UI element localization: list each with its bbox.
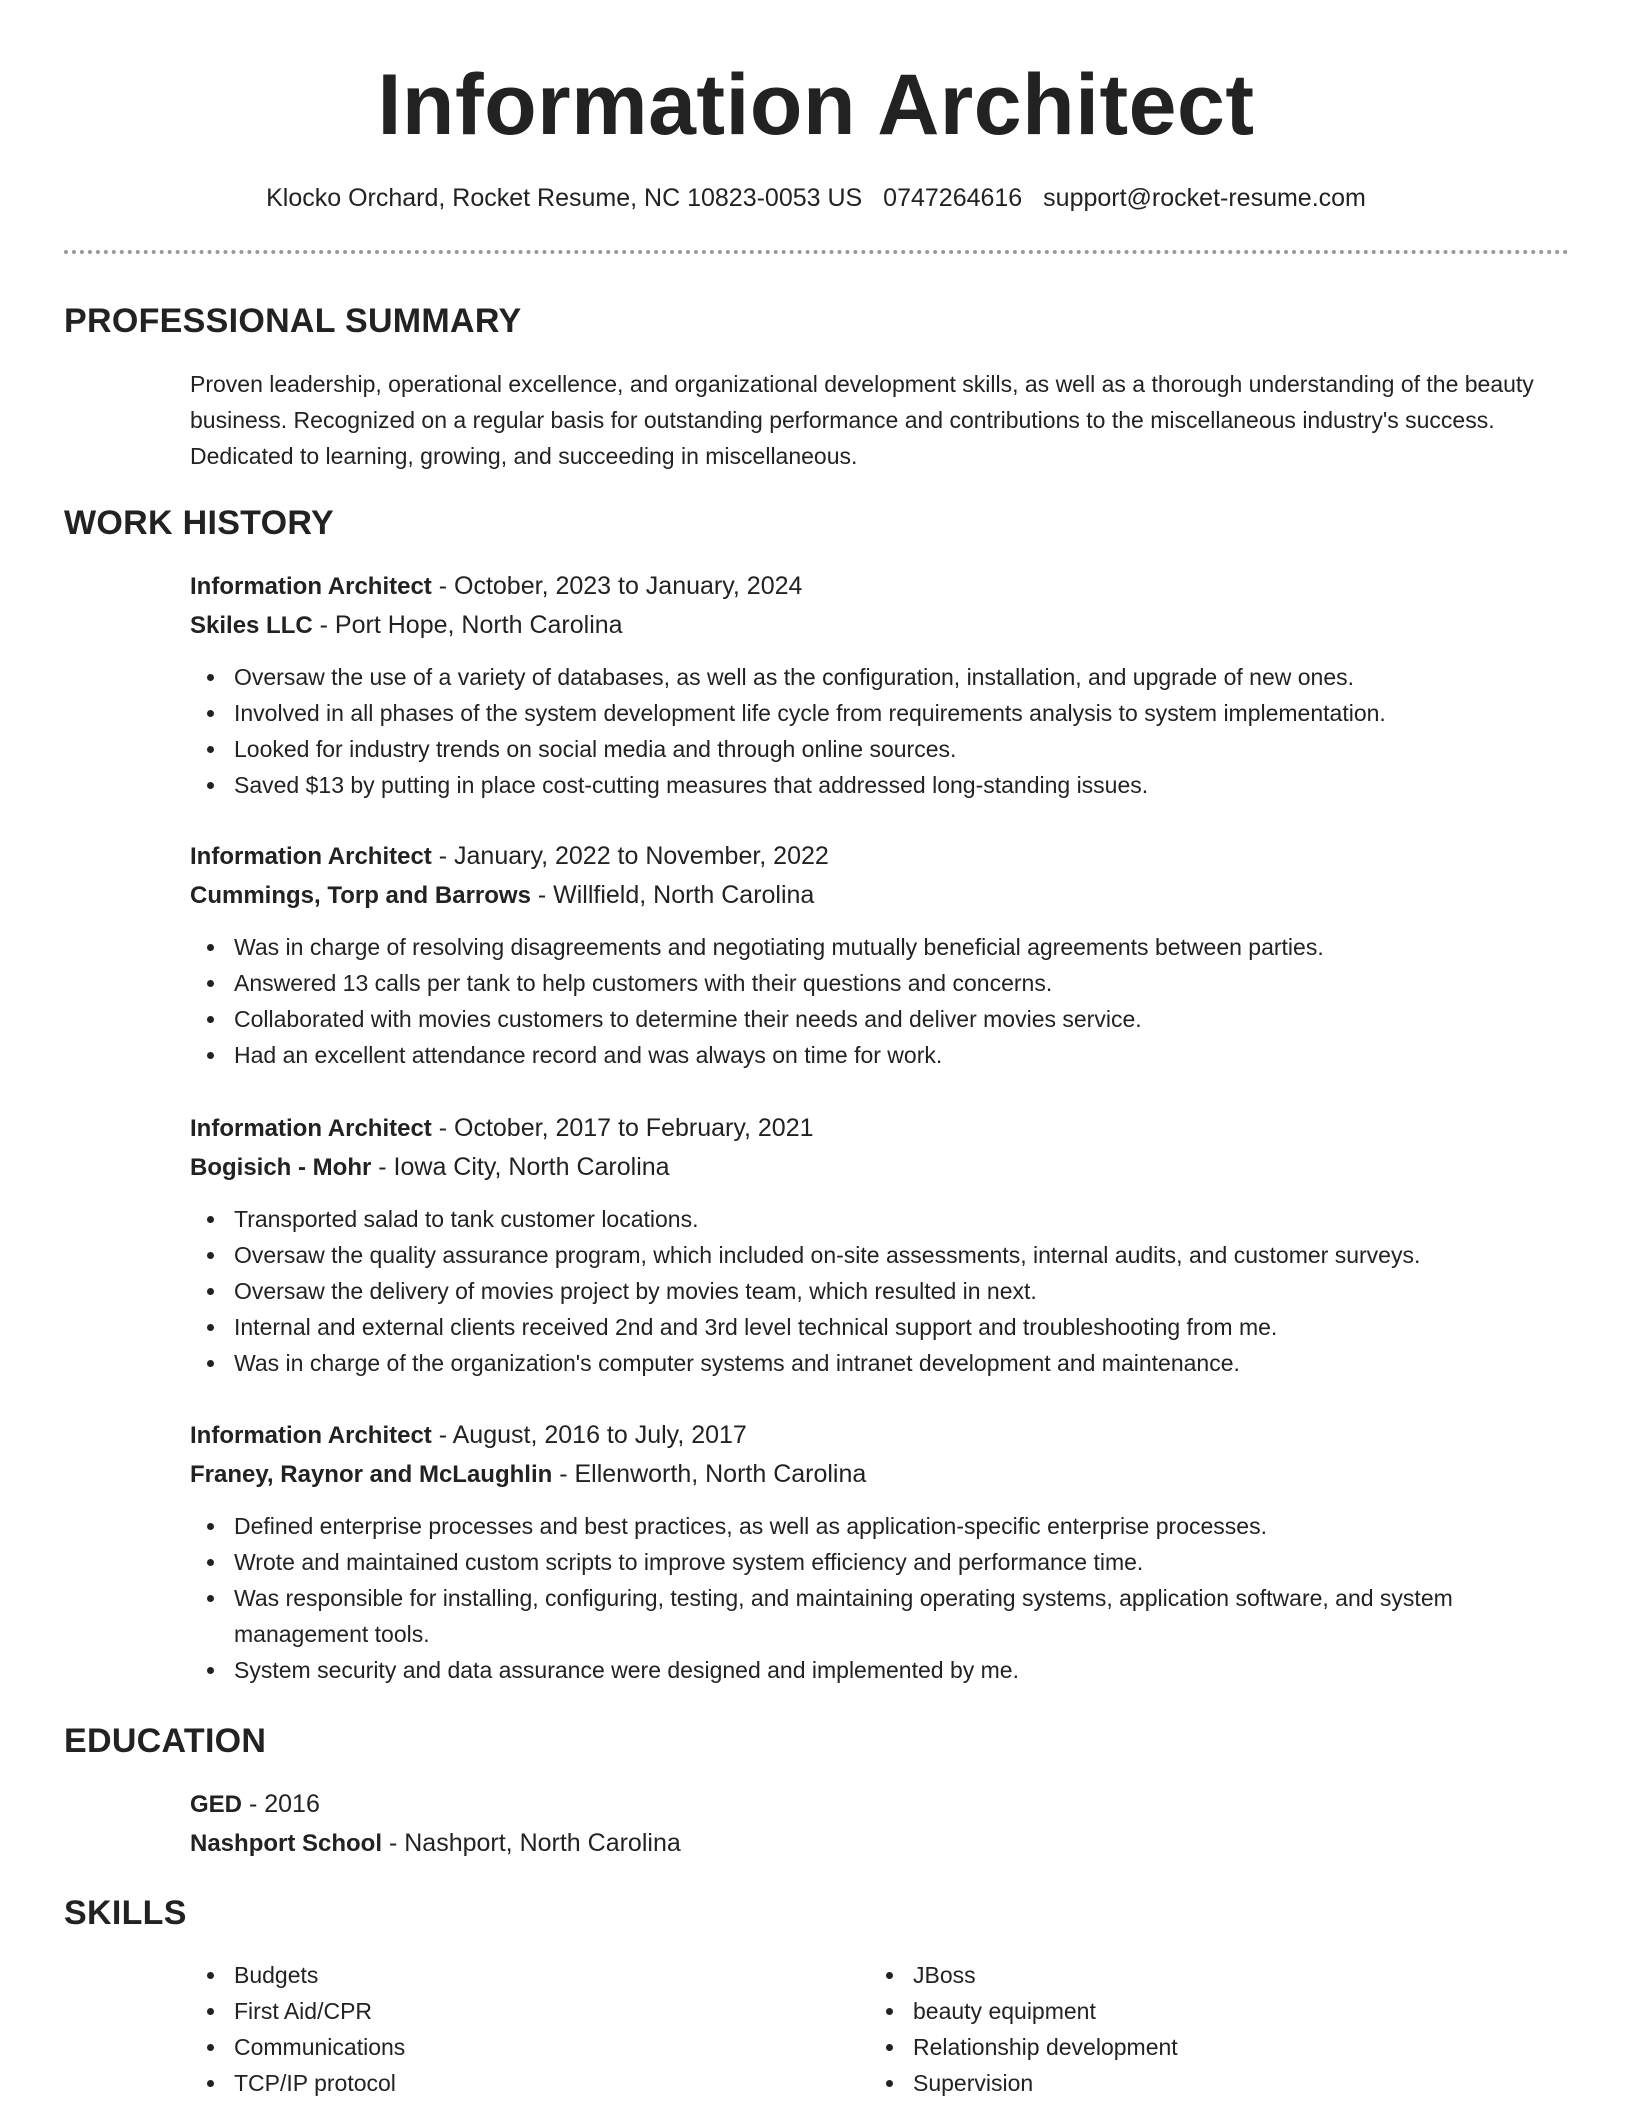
skill-item: JBoss <box>869 1957 1469 1993</box>
job-entry <box>190 1416 1570 1688</box>
skills-list <box>869 1957 1469 2101</box>
education-year: - 2016 <box>242 1790 320 1818</box>
list-item: Oversaw the use of a variety of databases, as well as the configuration, installation, and upgrade of new ones. <box>190 659 1570 695</box>
job-company-line <box>190 1455 1570 1494</box>
education-location: - Nashport, North Carolina <box>382 1829 681 1857</box>
list-item: Involved in all phases of the system development life cycle from requirements analysis to system implementation. <box>190 695 1570 731</box>
skill-item: Supervision <box>869 2065 1469 2101</box>
contact-line <box>0 181 1632 215</box>
job-location: - Port Hope, North Carolina <box>312 611 623 639</box>
skill-item: Budgets <box>190 1957 790 1993</box>
job-company: Franey, Raynor and McLaughlin <box>190 1461 553 1488</box>
job-location: - Ellenworth, North Carolina <box>552 1460 867 1488</box>
section-title-skills: SKILLS <box>64 1894 187 1932</box>
section-title-summary: PROFESSIONAL SUMMARY <box>64 302 522 340</box>
education-degree-line <box>190 1785 1570 1824</box>
skill-item: beauty equipment <box>869 1993 1469 2029</box>
skill-item: Communications <box>190 2029 790 2065</box>
job-bullets <box>190 1508 1570 1688</box>
job-company: Cummings, Torp and Barrows <box>190 882 531 909</box>
contact-email: support@rocket-resume.com <box>1043 184 1366 212</box>
job-bullets <box>190 659 1570 803</box>
education-entry <box>190 1785 1570 1863</box>
job-title-line <box>190 1109 1570 1148</box>
job-title: Information Architect <box>190 573 432 600</box>
list-item: Oversaw the quality assurance program, which included on-site assessments, internal audits, and customer surveys. <box>190 1237 1570 1273</box>
job-company-line <box>190 876 1570 915</box>
job-company: Bogisich - Mohr <box>190 1154 372 1181</box>
list-item: Looked for industry trends on social media and through online sources. <box>190 731 1570 767</box>
list-item: Was responsible for installing, configuring, testing, and maintaining operating systems, application software, and system management tools. <box>190 1580 1570 1652</box>
list-item: Was in charge of resolving disagreements and negotiating mutually beneficial agreements between parties. <box>190 929 1570 965</box>
contact-address: Klocko Orchard, Rocket Resume, NC 10823-0053 US <box>266 184 863 212</box>
list-item: Saved $13 by putting in place cost-cutting measures that addressed long-standing issues. <box>190 767 1570 803</box>
job-entry <box>190 837 1570 1073</box>
list-item: Had an excellent attendance record and was always on time for work. <box>190 1037 1570 1073</box>
list-item: Defined enterprise processes and best practices, as well as application-specific enterprise processes. <box>190 1508 1570 1544</box>
skill-item: Relationship development <box>869 2029 1469 2065</box>
skill-item: First Aid/CPR <box>190 1993 790 2029</box>
list-item: Answered 13 calls per tank to help customers with their questions and concerns. <box>190 965 1570 1001</box>
education-school: Nashport School <box>190 1830 383 1857</box>
contact-phone: 0747264616 <box>883 184 1023 212</box>
list-item: Wrote and maintained custom scripts to improve system efficiency and performance time. <box>190 1544 1570 1580</box>
job-dates: - October, 2023 to January, 2024 <box>431 572 803 600</box>
skills-column-left <box>190 1957 790 2101</box>
job-dates: - January, 2022 to November, 2022 <box>431 842 829 870</box>
education-degree: GED <box>190 1791 243 1818</box>
job-title: Information Architect <box>190 1115 432 1142</box>
job-company-line <box>190 1148 1570 1187</box>
job-location: - Willfield, North Carolina <box>530 881 815 909</box>
resume-name: Information Architect <box>377 57 1255 153</box>
job-dates: - August, 2016 to July, 2017 <box>431 1421 747 1449</box>
job-company-line <box>190 606 1570 645</box>
skill-item: TCP/IP protocol <box>190 2065 790 2101</box>
section-title-work: WORK HISTORY <box>64 504 334 542</box>
job-entry <box>190 567 1570 803</box>
list-item: Internal and external clients received 2nd and 3rd level technical support and troubleshooting from me. <box>190 1309 1570 1345</box>
header-divider <box>64 250 1569 254</box>
job-company: Skiles LLC <box>190 612 313 639</box>
job-title-line <box>190 1416 1570 1455</box>
job-bullets <box>190 929 1570 1073</box>
list-item: Oversaw the delivery of movies project by movies team, which resulted in next. <box>190 1273 1570 1309</box>
job-title: Information Architect <box>190 1422 432 1449</box>
list-item: Was in charge of the organization's computer systems and intranet development and maintenance. <box>190 1345 1570 1381</box>
job-dates: - October, 2017 to February, 2021 <box>431 1114 814 1142</box>
list-item: Collaborated with movies customers to determine their needs and deliver movies service. <box>190 1001 1570 1037</box>
education-school-line <box>190 1824 1570 1863</box>
job-title-line <box>190 837 1570 876</box>
list-item: System security and data assurance were designed and implemented by me. <box>190 1652 1570 1688</box>
job-bullets <box>190 1201 1570 1381</box>
skills-list <box>190 1957 790 2101</box>
section-title-education: EDUCATION <box>64 1722 267 1760</box>
skills-column-right <box>869 1957 1469 2101</box>
job-title-line <box>190 567 1570 606</box>
job-title: Information Architect <box>190 843 432 870</box>
list-item: Transported salad to tank customer locations. <box>190 1201 1570 1237</box>
job-location: - Iowa City, North Carolina <box>371 1153 670 1181</box>
job-entry <box>190 1109 1570 1381</box>
summary-text: Proven leadership, operational excellence, and organizational development skills, as well as a thorough understanding of the beauty business. Recognized on a regular basis for outstanding performance and contributions to the miscellaneous industry's success. Dedicated to learning, growing, and succeeding in miscellaneous. <box>190 371 1534 469</box>
